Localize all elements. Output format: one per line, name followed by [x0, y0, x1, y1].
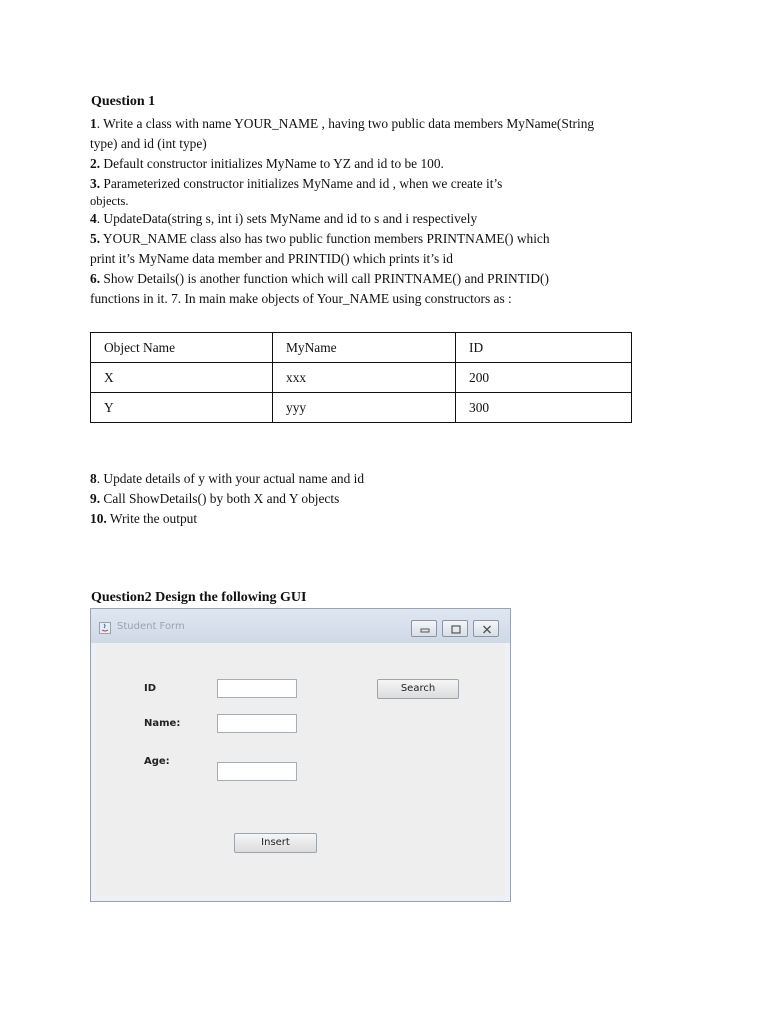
name-label: Name:: [144, 718, 181, 729]
maximize-button[interactable]: [442, 620, 468, 637]
table-header-row: [91, 333, 632, 363]
q1-line: functions in it. 7. In main make objects of Your_NAME using constructors as :: [90, 291, 512, 306]
q1-line: 1. Write a class with name YOUR_NAME , having two public data members MyName(String: [90, 116, 595, 131]
q1-line: 8. Update details of y with your actual name and id: [90, 471, 365, 486]
q1-line: 10. Write the output: [90, 511, 198, 526]
table-header-cell: MyName: [273, 333, 456, 363]
table-cell: X: [91, 363, 273, 393]
minimize-icon: [412, 621, 438, 638]
table-cell: xxx: [273, 363, 456, 393]
window-titlebar[interactable]: [91, 609, 510, 643]
table-cell: 200: [456, 363, 632, 393]
q1-line: 2. Default constructor initializes MyName to YZ and id to be 100.: [90, 156, 444, 171]
id-label: ID: [144, 683, 157, 694]
q1-line: objects.: [90, 194, 129, 208]
insert-button[interactable]: Insert: [234, 833, 317, 853]
java-app-icon: [99, 622, 111, 634]
maximize-icon: [443, 621, 469, 638]
table-cell: 300: [456, 393, 632, 423]
table-cell: yyy: [273, 393, 456, 423]
table-cell: Y: [91, 393, 273, 423]
minimize-button[interactable]: [411, 620, 437, 637]
table-row: [91, 393, 632, 423]
table-header-cell: ID: [456, 333, 632, 363]
window-client-area: [96, 643, 505, 896]
age-input[interactable]: [217, 762, 297, 781]
student-form-window: [90, 608, 511, 902]
age-label: Age:: [144, 756, 170, 767]
question-1-title: Question 1: [91, 94, 156, 109]
question-1-body: [90, 114, 675, 309]
name-input[interactable]: [217, 714, 297, 733]
close-button[interactable]: [473, 620, 499, 637]
question-1-tail: [90, 469, 364, 529]
q1-line: 3. Parameterized constructor initializes MyName and id , when we create it’s: [90, 176, 503, 191]
q1-line: 9. Call ShowDetails() by both X and Y objects: [90, 491, 340, 506]
q1-line: 6. Show Details() is another function which will call PRINTNAME() and PRINTID(): [90, 271, 549, 286]
search-button[interactable]: Search: [377, 679, 459, 699]
q1-line: type) and id (int type): [90, 136, 207, 151]
objects-table: [90, 332, 632, 423]
table-header-cell: Object Name: [91, 333, 273, 363]
table-row: [91, 363, 632, 393]
q1-line: print it’s MyName data member and PRINTID() which prints it’s id: [90, 251, 453, 266]
question-2-title: Question2 Design the following GUI: [91, 590, 307, 605]
q1-line: 4. UpdateData(string s, int i) sets MyName and id to s and i respectively: [90, 211, 478, 226]
close-icon: [474, 621, 500, 638]
window-title: Student Form: [117, 621, 185, 632]
q1-line: 5. YOUR_NAME class also has two public function members PRINTNAME() which: [90, 231, 550, 246]
id-input[interactable]: [217, 679, 297, 698]
